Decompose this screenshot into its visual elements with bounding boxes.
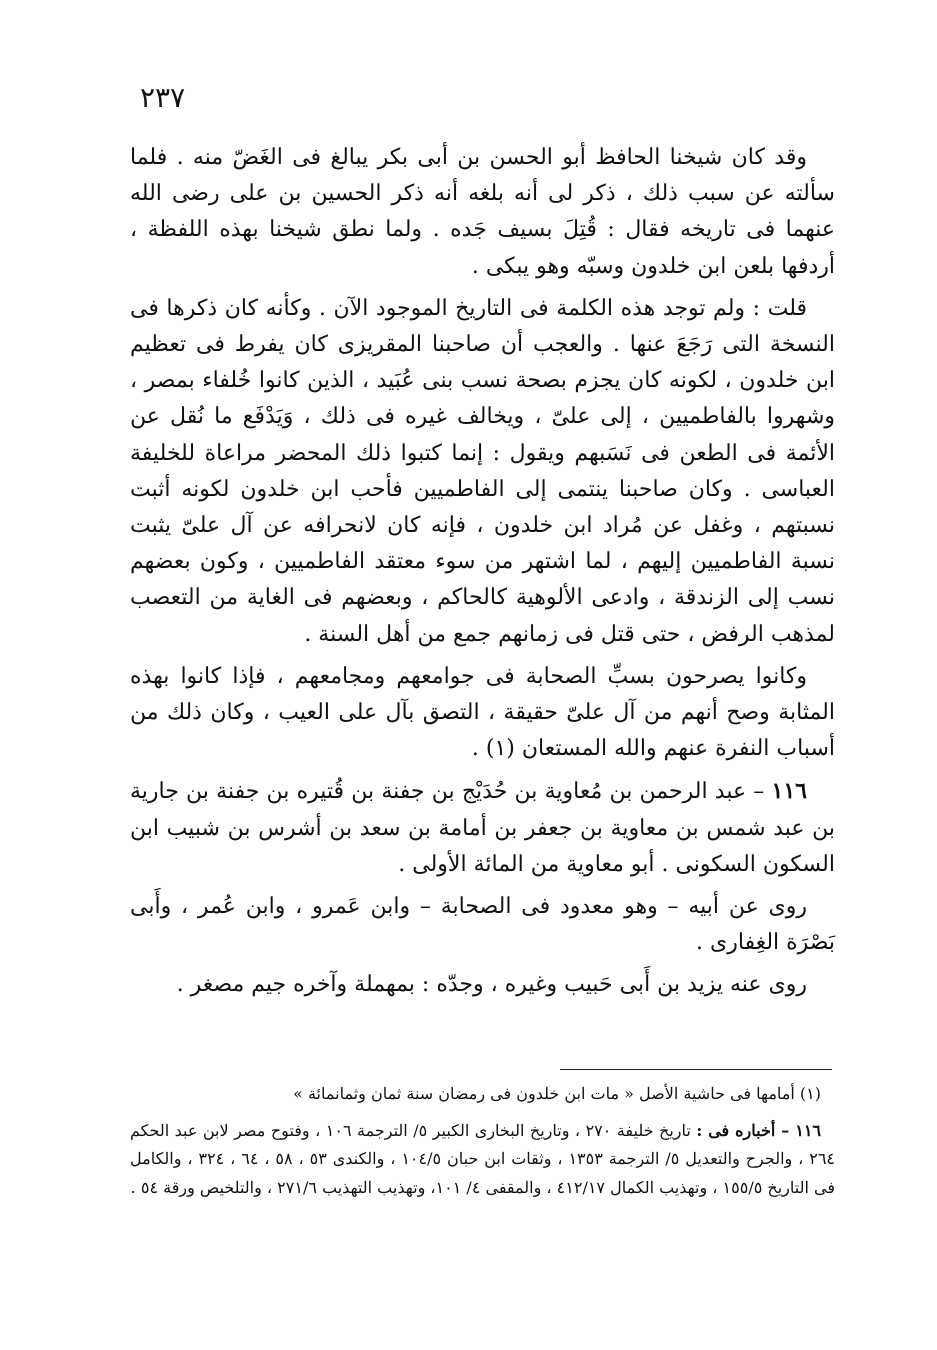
sources-text: تاريخ خليفة ٢٧٠ ، وتاريخ البخارى الكبير ٥/ الترجمة ١٠٦ ، وفتوح مصر لابن عبد الحكم ٢٦٤ ، والجرح والتعديل ٥/ الترجمة ١٣٥٣ ، وثقات ابن حبان ١٠٤/٥ ، والكندى ٥٣ ، ٥٨ ، ٦٤ ، ٣٢٤ ، والكامل فى التاريخ ١٥٥/٥ ، وتهذيب الكمال ٤١٢/١٧ ، والمقفى ٤/ ١٠١، وتهذيب التهذيب ٢٧١/٦ ، والتلخيص ورقة ٥٤ . <box>130 1120 836 1197</box>
sources-heading: ١١٦ – أخباره فى : <box>696 1120 822 1140</box>
entry-heading <box>130 773 835 883</box>
entry-paragraph-2: روى عنه يزيد بن أَبى حَبيب وغيره ، وجدّه : بمهملة وآخره جيم مصغر . <box>176 972 807 998</box>
entry-text: عبد الرحمن بن مُعاوية بن حُدَيْج بن جفنة بن قُتيره بن جفنة بن جارية بن عبد شمس بن معاوية بن جعفر بن أمامة بن سعد بن أشرس بن شبيب ابن السكون السكونى . أبو معاوية من المائة الأولى . <box>130 779 835 877</box>
entry-paragraph-1: روى عن أبيه – وهو معدود فى الصحابة – وابن عَمرو ، وابن عُمر ، وأَبى بَصْرَة الغِفارى . <box>130 894 835 956</box>
paragraph-1: وقد كان شيخنا الحافظ أبو الحسن بن أبى بكر يبالغ فى الغَضّ منه . فلما سألته عن سبب ذلك ، ذكر لى أنه بلغه أنه ذكر الحسين بن على رضى الله عنهما فى تاريخه فقال : قُتِلَ بسيف جَده . ولما نطق شيخنا بهذه اللفظة ، أردفها بلعن ابن خلدون وسبّه وهو يبكى . <box>130 145 835 279</box>
footnote-1: (١) أمامها فى حاشية الأصل « مات ابن خلدون فى رمضان سنة ثمان وثمانمائة » <box>293 1084 821 1103</box>
main-text <box>130 140 835 1010</box>
paragraph-2: قلت : ولم توجد هذه الكلمة فى التاريخ الموجود الآن . وكأنه كان ذكرها فى النسخة التى رَجَعَ عنها . والعجب أن صاحبنا المقريزى كان يفرط فى تعظيم ابن خلدون ، لكونه كان يجزم بصحة نسب بنى عُبَيد ، الذين كانوا خُلفاء بمصر ، وشهروا بالفاطميين ، إلى علىّ ، ويخالف غيره فى ذلك ، وَيَدْفَع ما نُقل عن الأئمة فى الطعن فى نَسَبهم ويقول : إنما كتبوا ذلك المحضر مراعاة للخليفة العباسى . وكان صاحبنا ينتمى إلى الفاطميين فأحب ابن خلدون لكونه أثبت نسبتهم ، وغفل عن مُراد ابن خلدون ، فإنه كان لانحرافه عن آل علىّ يثبت نسبة الفاطميين إليهم ، لما اشتهر من سوء معتقد الفاطميين ، وكون بعضهم نسب إلى الزندقة ، وادعى الألوهية كالحاكم ، وبعضهم فى الغاية من التعصب لمذهب الرفض ، حتى قتل فى زمانهم جمع من أهل السنة . <box>130 295 835 647</box>
paragraph-3: وكانوا يصرحون بسبِّ الصحابة فى جوامعهم ومجامعهم ، فإذا كانوا بهذه المثابة وصح أنهم من آل علىّ حقيقة ، التصق بآل على العيب ، وكان ذلك من أسباب النفرة عنهم والله المستعان (١) . <box>130 663 836 762</box>
entry-dash: – <box>746 779 772 805</box>
entry-number: ١١٦ <box>771 778 807 805</box>
footnote-divider <box>560 1069 832 1070</box>
sources-note <box>130 1117 835 1203</box>
page-number: ٢٣٧ <box>140 81 186 114</box>
footnotes <box>130 1080 835 1210</box>
